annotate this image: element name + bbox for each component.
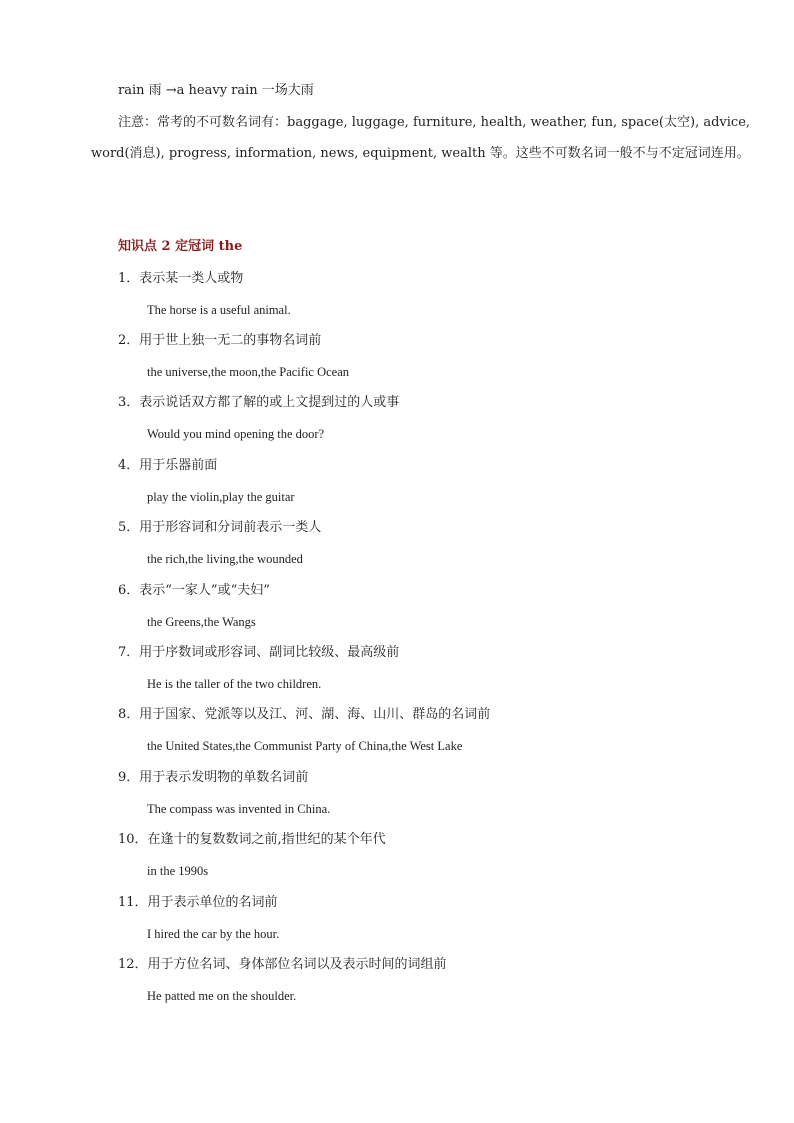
rule-label: 5．用于形容词和分词前表示一类人 xyxy=(118,520,322,535)
rule-example: the Greens,the Wangs xyxy=(147,615,256,629)
rule-example: The horse is a useful animal. xyxy=(147,303,291,317)
note-line-2: word(消息), progress, information, news, equipment, wealth 等。这些不可数名词一般不与不定冠词连用。 xyxy=(91,146,750,161)
rule-label: 12．用于方位名词、身体部位名词以及表示时间的词组前 xyxy=(118,957,447,972)
note-line-1: 注意：常考的不可数名词有：baggage, luggage, furniture, health, weather, fun, space(太空), advice, xyxy=(118,115,751,130)
rule-label: 7．用于序数词或形容词、副词比较级、最高级前 xyxy=(118,645,400,660)
rule-label: 10．在逢十的复数数词之前,指世纪的某个年代 xyxy=(118,832,386,847)
rule-example: Would you mind opening the door? xyxy=(147,427,325,441)
rule-label: 3．表示说话双方都了解的或上文提到过的人或事 xyxy=(118,395,400,410)
rule-example: play the violin,play the guitar xyxy=(147,490,295,504)
rule-example: I hired the car by the hour. xyxy=(147,927,280,941)
rule-label: 11．用于表示单位的名词前 xyxy=(118,895,278,910)
intro-example-line: rain 雨 →a heavy rain 一场大雨 xyxy=(118,83,314,98)
rule-label: 8．用于国家、党派等以及江、河、湖、海、山川、群岛的名词前 xyxy=(118,707,491,722)
rule-example: He patted me on the shoulder. xyxy=(147,989,297,1003)
rule-example: the universe,the moon,the Pacific Ocean xyxy=(147,365,350,379)
section-heading: 知识点 2 定冠词 the xyxy=(118,239,243,254)
rule-label: 6．表示“一家人”或“夫妇” xyxy=(118,583,270,598)
rule-label: 1．表示某一类人或物 xyxy=(118,271,244,286)
rule-label: 4．用于乐器前面 xyxy=(118,458,218,473)
rule-label: 9．用于表示发明物的单数名词前 xyxy=(118,770,309,785)
rule-example: the rich,the living,the wounded xyxy=(147,552,303,566)
rule-example: the United States,the Communist Party of China,the West Lake xyxy=(147,739,463,753)
rule-label: 2．用于世上独一无二的事物名词前 xyxy=(118,333,322,348)
rule-example: He is the taller of the two children. xyxy=(147,677,322,691)
rule-example: in the 1990s xyxy=(147,864,209,878)
rule-example: The compass was invented in China. xyxy=(147,802,331,816)
